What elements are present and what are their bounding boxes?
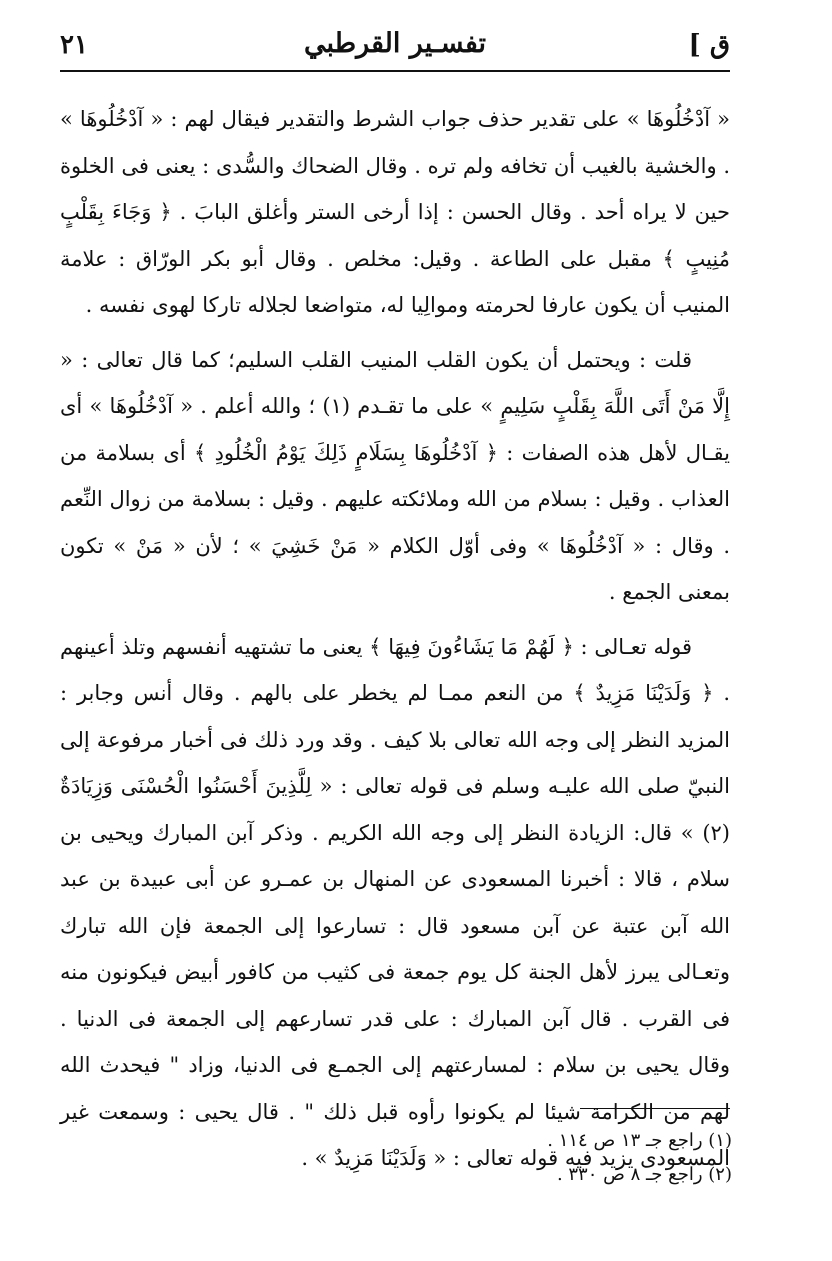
header-rule — [60, 70, 730, 72]
main-text — [60, 96, 730, 1182]
surah-marker: ق ] — [688, 30, 730, 60]
paragraph-2: قلت : ويحتمل أن يكون القلب المنيب القلب السليم؛ كما قال تعالى : « إِلَّا مَنْ أَتَى اللَّهَ بِقَلْبٍ سَلِيمٍ » على ما تقـدم (١) ؛ والله أعلم . « آدْخُلُوهَا » أى يقـال لأهل هذه الصفات : ﴿ آدْخُلُوهَا بِسَلَامٍ ذَلِكَ يَوْمُ الْخُلُودِ ﴾ أى بسلامة من العذاب . وقيل : بسلام من الله وملائكته عليهم . وقيل : بسلامة من زوال النِّعم . وقال : « آدْخُلُوهَا » وفى أوّل الكلام « مَنْ خَشِيَ » ؛ لأن « مَنْ » تكون بمعنى الجمع . — [60, 347, 730, 604]
running-title: تفسـير القرطبي — [303, 28, 487, 59]
footnote-1: (١) راجع جـ ١٣ ص ١١٤ . — [547, 1130, 732, 1151]
paragraph-1: « آدْخُلُوهَا » على تقدير حذف جواب الشرط والتقدير فيقال لهم : « آدْخُلُوهَا » . والخشية بالغيب أن تخافه ولم تره . وقال الضحاك والسُّدى : يعنى فى الخلوة حين لا يراه أحد . وقال الحسن : إذا أرخى الستر وأغلق البابَ . ﴿ وَجَاءَ بِقَلْبٍ مُنِيبٍ ﴾ مقبل على الطاعة . وقيل: مخلص . وقال أبو بكر الورّاق : علامة المنيب أن يكون عارفا لحرمته وموالِيا له، متواضعا لجلاله تاركا لهوى نفسه . — [60, 107, 730, 317]
footnote-2: (٢) راجع جـ ٨ ص ٣٣٠ . — [556, 1164, 732, 1185]
footnote-divider — [580, 1108, 730, 1109]
page-header — [60, 26, 730, 68]
footnotes — [332, 1124, 732, 1192]
paragraph-3: قوله تعـالى : ﴿ لَهُمْ مَا يَشَاءُونَ فِيهَا ﴾ يعنى ما تشتهيه أنفسهم وتلذ أعينهم . ﴿ وَلَدَيْنَا مَزِيدٌ ﴾ من النعم ممـا لم يخطر على بالهم . وقال أنس وجابر : المزيد النظر إلى وجه الله تعالى بلا كيف . وقد ورد ذلك فى أخبار مرفوعة إلى النبيّ صلى الله عليـه وسلم فى قوله تعالى : « لِلَّذِينَ أَحْسَنُوا الْحُسْنَى وَزِيَادَةٌ (٢) » قال: الزيادة النظر إلى وجه الله الكريم . وذكر آبن المبارك ويحيى بن سلام ، قالا : أخبرنا المسعودى عن المنهال بن عمـرو عن أبى عبيدة بن عبد الله آبن عتبة عن آبن مسعود قال : تسارعوا إلى الجمعة فإن الله تبارك وتعـالى يبرز لأهل الجنة كل يوم جمعة فى كثيب من كافور أبيض فيكونون منه فى القرب . قال آبن المبارك : على قدر تسارعهم إلى الجمعة فى الدنيا . وقال يحيى بن سلام : لمسارعتهم إلى الجمـع فى الدنيا، وزاد " فيحدث الله لهم من الكرامة شيئا لم يكونوا رأوه قبل ذلك " . قال يحيى : وسمعت غير المسعودى يزيد فيه قوله تعالى : « وَلَدَيْنَا مَزِيدٌ » . — [60, 634, 730, 1170]
page-number: ٢١ — [60, 30, 88, 60]
